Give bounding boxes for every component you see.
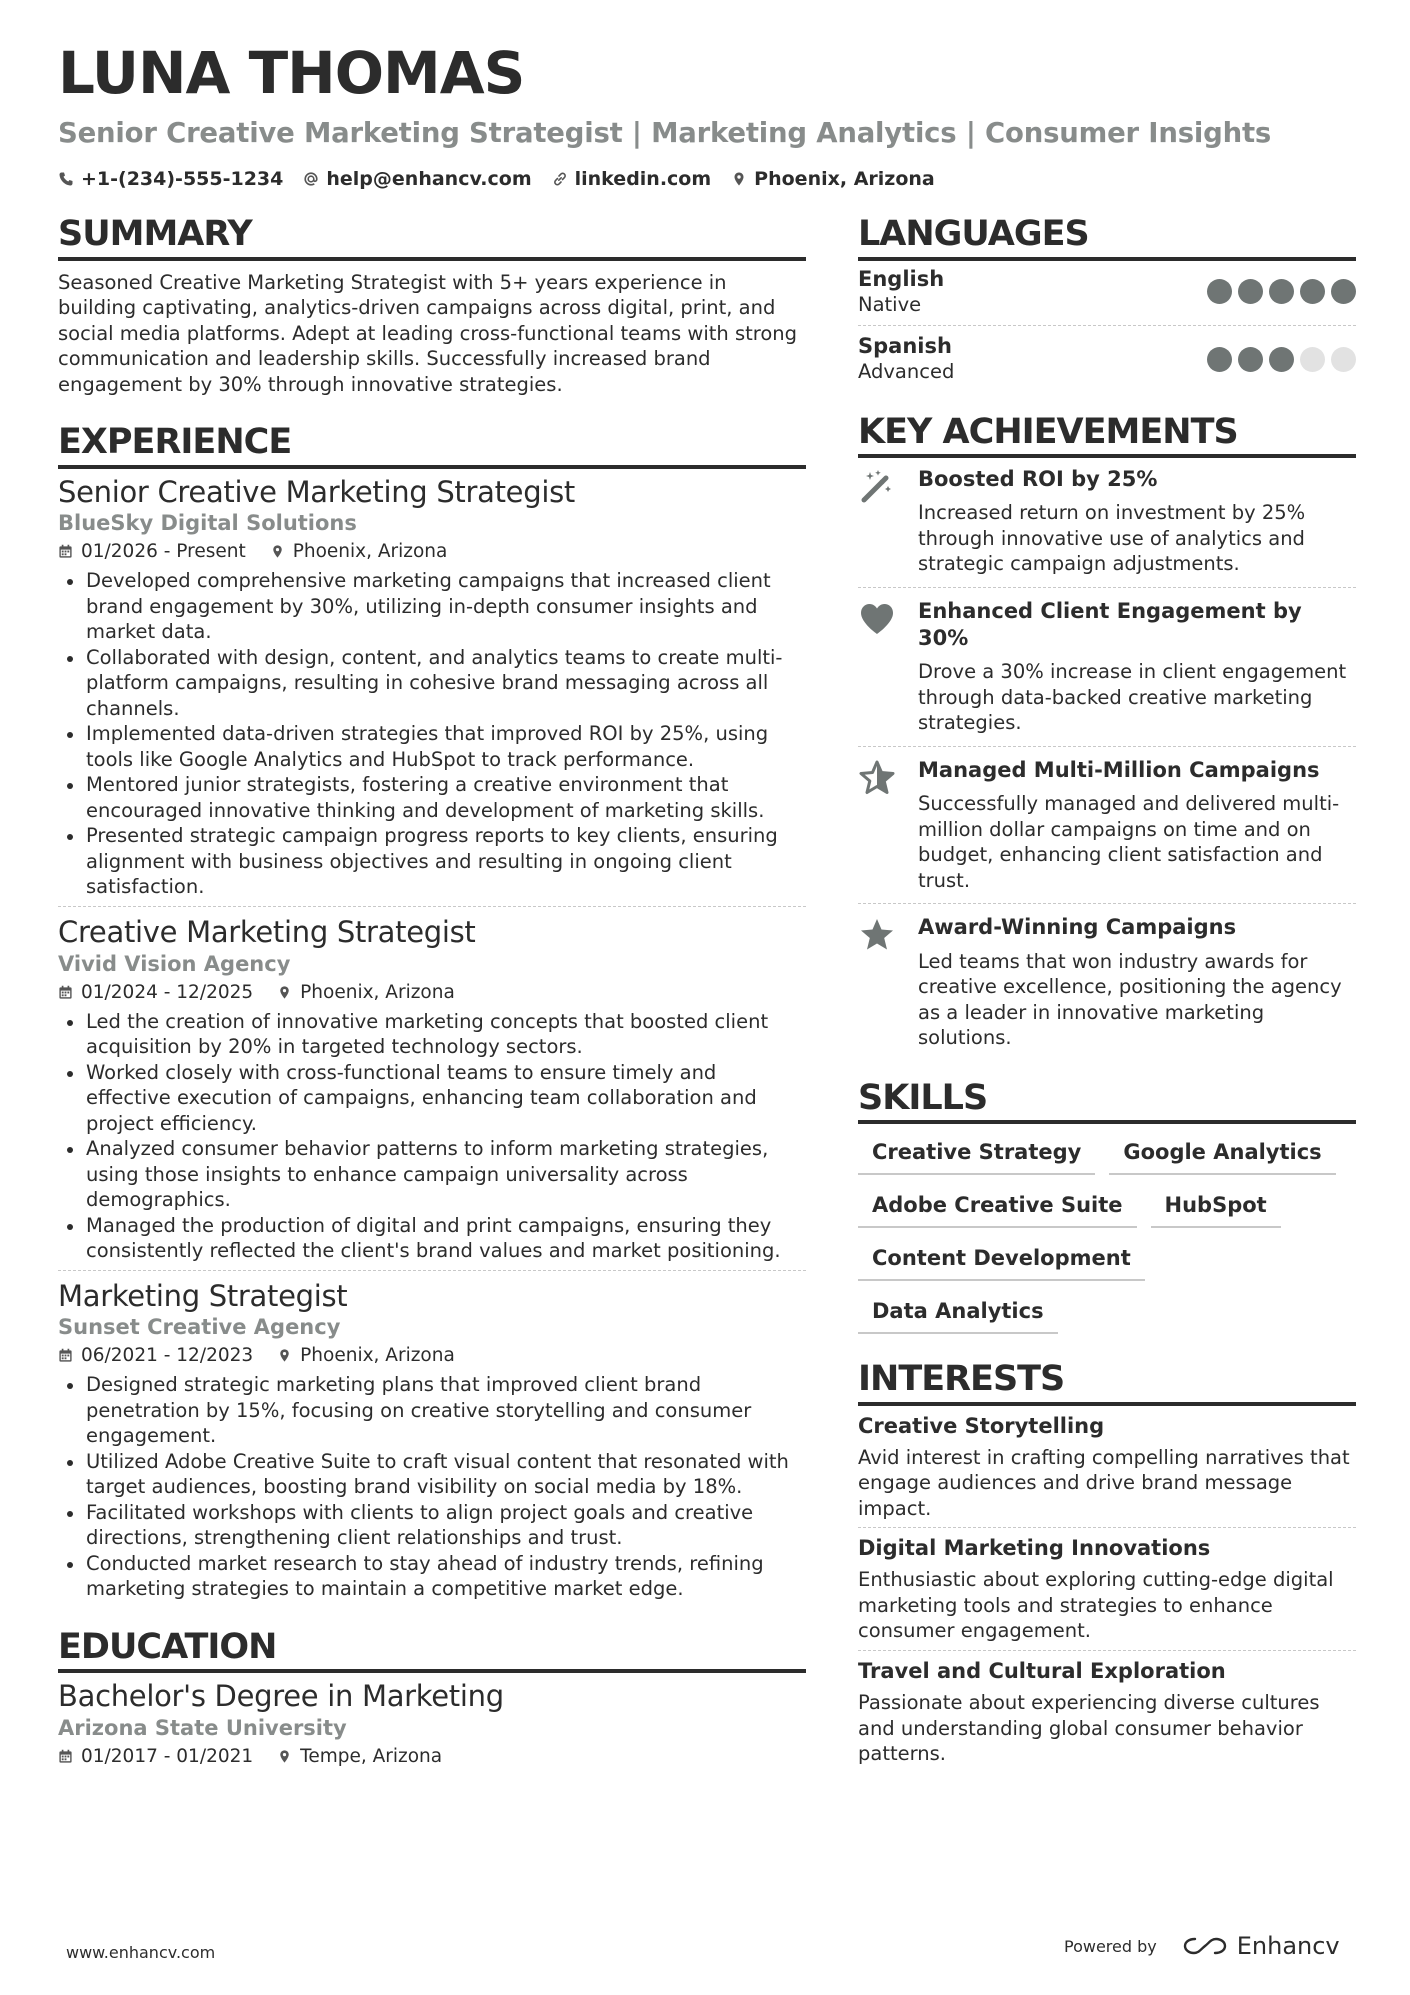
rating-dot-filled <box>1207 347 1232 372</box>
rating-dot-filled <box>1238 347 1263 372</box>
contact-linkedin[interactable] <box>552 168 712 190</box>
skill-tag: Creative Strategy <box>858 1136 1095 1175</box>
job-meta <box>58 1345 806 1366</box>
achievement-item <box>858 458 1356 587</box>
job-bullet: Managed the production of digital and print campaigns, ensuring they consistently reflected the client's brand values and market positioning. <box>58 1213 806 1264</box>
job-entry <box>58 915 806 1264</box>
summary-section <box>58 215 806 397</box>
language-rating <box>1207 347 1356 372</box>
job-bullets <box>58 1009 806 1264</box>
phone-text: +1-(234)-555-1234 <box>81 168 284 190</box>
heart-icon <box>858 600 896 638</box>
achievement-item <box>858 588 1356 746</box>
location-pin-icon <box>277 985 292 1000</box>
job-dates: 01/2026 - Present <box>81 541 246 563</box>
job-bullet: Facilitated workshops with clients to align project goals and creative directions, strengthening client relationships and trust. <box>58 1500 806 1551</box>
skill-tag: HubSpot <box>1151 1189 1281 1228</box>
contact-bar <box>58 168 935 190</box>
language-item <box>858 261 1356 326</box>
skill-tag: Google Analytics <box>1109 1136 1335 1175</box>
job-bullet: Mentored junior strategists, fostering a creative environment that encouraged innovative thinking and development of marketing skills. <box>58 772 806 823</box>
linkedin-text: linkedin.com <box>574 168 712 190</box>
calendar-icon <box>58 1749 73 1764</box>
summary-heading: SUMMARY <box>58 215 806 261</box>
interest-title: Travel and Cultural Exploration <box>858 1658 1226 1683</box>
footer-website-link[interactable]: www.enhancv.com <box>66 1943 216 1962</box>
skills-heading: SKILLS <box>858 1079 1356 1125</box>
job-entry <box>58 1279 806 1602</box>
brand-logo[interactable] <box>1181 1932 1340 1960</box>
contact-location <box>731 168 935 190</box>
language-level: Native <box>858 292 922 316</box>
job-meta <box>58 982 806 1003</box>
rating-dot-empty <box>1300 347 1325 372</box>
calendar-icon <box>58 985 73 1000</box>
achievement-desc: Drove a 30% increase in client engagement through data-backed creative marketing strategies. <box>918 660 1347 735</box>
candidate-headline: Senior Creative Marketing Strategist | Marketing Analytics | Consumer Insights <box>58 117 1272 149</box>
achievement-title: Enhanced Client Engagement by 30% <box>918 598 1302 651</box>
calendar-icon <box>58 1348 73 1363</box>
brand-name: Enhancv <box>1236 1932 1340 1960</box>
candidate-name: LUNA THOMAS <box>58 39 525 107</box>
location-pin-icon <box>270 544 285 559</box>
language-rating <box>1207 279 1356 304</box>
achievements-section <box>858 413 1356 1061</box>
rating-dot-empty <box>1331 347 1356 372</box>
interests-heading: INTERESTS <box>858 1360 1356 1406</box>
job-company: Sunset Creative Agency <box>58 1315 341 1340</box>
interest-title: Digital Marketing Innovations <box>858 1536 1211 1561</box>
divider <box>58 906 806 907</box>
contact-phone[interactable] <box>58 168 283 190</box>
language-name: Spanish <box>858 334 952 359</box>
rating-dot-filled <box>1331 279 1356 304</box>
location-text: Phoenix, Arizona <box>754 168 935 190</box>
interest-item <box>858 1406 1356 1528</box>
experience-section <box>58 423 806 1602</box>
education-dates: 01/2017 - 01/2021 <box>81 1746 254 1768</box>
achievement-desc: Increased return on investment by 25% through innovative use of analytics and strategic campaign adjustments. <box>918 501 1306 576</box>
job-bullet: Collaborated with design, content, and analytics teams to create multi-platform campaigns, resulting in cohesive brand messaging across all channels. <box>58 645 806 722</box>
education-entry <box>58 1679 806 1767</box>
job-company: Vivid Vision Agency <box>58 951 291 976</box>
achievement-title: Award-Winning Campaigns <box>918 915 1237 940</box>
summary-text: Seasoned Creative Marketing Strategist with 5+ years experience in building captivating, analytics-driven campaigns across digital, print, and social media platforms. Adept at leading cross-functional teams with strong communication and leadership skills. Successfully increased brand engagement by 30% through innovative strategies. <box>58 270 798 396</box>
job-bullet: Presented strategic campaign progress reports to key clients, ensuring alignment with business objectives and resulting in ongoing client satisfaction. <box>58 823 806 900</box>
job-location: Phoenix, Arizona <box>300 1345 455 1367</box>
job-title: Senior Creative Marketing Strategist <box>58 474 575 509</box>
rating-dot-filled <box>1238 279 1263 304</box>
calendar-icon <box>58 544 73 559</box>
interest-desc: Avid interest in crafting compelling narratives that engage audiences and drive brand message impact. <box>858 1445 1350 1520</box>
job-title: Marketing Strategist <box>58 1278 348 1313</box>
skill-tag: Data Analytics <box>858 1295 1058 1334</box>
language-level: Advanced <box>858 360 955 384</box>
location-pin-icon <box>277 1348 292 1363</box>
school-name: Arizona State University <box>58 1716 347 1741</box>
language-name: English <box>858 266 945 291</box>
rating-dot-filled <box>1269 347 1294 372</box>
location-pin-icon <box>277 1749 292 1764</box>
job-company: BlueSky Digital Solutions <box>58 511 357 536</box>
achievement-desc: Successfully managed and delivered multi-million dollar campaigns on time and on budget, enhancing client satisfaction and trust. <box>918 792 1340 892</box>
achievements-heading: KEY ACHIEVEMENTS <box>858 413 1356 459</box>
job-entry <box>58 475 806 900</box>
star-outline-icon <box>858 759 896 797</box>
link-icon <box>552 171 568 187</box>
rating-dot-filled <box>1269 279 1294 304</box>
location-pin-icon <box>731 171 747 187</box>
star-icon <box>858 916 896 954</box>
job-location: Phoenix, Arizona <box>292 541 448 563</box>
education-meta <box>58 1746 806 1767</box>
job-title: Creative Marketing Strategist <box>58 914 476 949</box>
magic-wand-icon <box>858 468 896 506</box>
job-bullet: Worked closely with cross-functional teams to ensure timely and effective execution of campaigns, enhancing team collaboration and project efficiency. <box>58 1060 806 1137</box>
languages-heading: LANGUAGES <box>858 215 1356 261</box>
degree-title: Bachelor's Degree in Marketing <box>58 1679 504 1714</box>
achievement-title: Boosted ROI by 25% <box>918 467 1158 492</box>
job-location: Phoenix, Arizona <box>300 981 455 1003</box>
rating-dot-filled <box>1207 279 1232 304</box>
rating-dot-filled <box>1300 279 1325 304</box>
powered-by-text: Powered by <box>1064 1936 1157 1956</box>
language-item <box>858 326 1356 393</box>
interest-desc: Enthusiastic about exploring cutting-edge digital marketing tools and strategies to enhance consumer engagement. <box>858 1568 1334 1643</box>
job-bullet: Developed comprehensive marketing campaigns that increased client brand engagement by 30%, utilizing in-depth consumer insights and market data. <box>58 568 806 645</box>
job-bullets <box>58 568 806 900</box>
achievement-item <box>858 747 1356 903</box>
achievement-item <box>858 904 1356 1060</box>
education-heading: EDUCATION <box>58 1628 806 1674</box>
skill-tag: Content Development <box>858 1242 1145 1281</box>
enhancv-logo-icon <box>1181 1934 1229 1958</box>
skills-list <box>858 1136 1356 1334</box>
interest-item <box>858 1651 1356 1773</box>
job-dates: 06/2021 - 12/2023 <box>81 1345 254 1367</box>
job-bullet: Implemented data-driven strategies that improved ROI by 25%, using tools like Google Analytics and HubSpot to track performance. <box>58 721 806 772</box>
skills-section <box>858 1079 1356 1335</box>
job-bullet: Designed strategic marketing plans that improved client brand penetration by 15%, focusing on creative storytelling and consumer engagement. <box>58 1372 806 1449</box>
at-icon <box>303 171 319 187</box>
languages-section <box>858 215 1356 393</box>
interests-section <box>858 1360 1356 1773</box>
job-bullet: Led the creation of innovative marketing concepts that boosted client acquisition by 20% in targeted technology sectors. <box>58 1009 806 1060</box>
footer-branding <box>1064 1932 1340 1960</box>
education-section <box>58 1628 806 1767</box>
phone-icon <box>58 171 74 187</box>
contact-email[interactable] <box>303 168 531 190</box>
interest-desc: Passionate about experiencing diverse cultures and understanding global consumer behavior patterns. <box>858 1691 1320 1766</box>
left-column <box>58 215 806 1767</box>
job-bullet: Conducted market research to stay ahead of industry trends, refining marketing strategies to maintain a competitive market edge. <box>58 1551 806 1602</box>
divider <box>58 1270 806 1271</box>
job-dates: 01/2024 - 12/2025 <box>81 981 254 1003</box>
job-bullet: Utilized Adobe Creative Suite to craft visual content that resonated with target audiences, boosting brand visibility on social media by 18%. <box>58 1449 806 1500</box>
skill-tag: Adobe Creative Suite <box>858 1189 1137 1228</box>
interest-item <box>858 1528 1356 1650</box>
job-meta <box>58 541 806 562</box>
job-bullets <box>58 1372 806 1602</box>
email-text: help@enhancv.com <box>326 168 532 190</box>
education-location: Tempe, Arizona <box>300 1746 443 1768</box>
achievement-title: Managed Multi-Million Campaigns <box>918 757 1320 782</box>
job-bullet: Analyzed consumer behavior patterns to inform marketing strategies, using those insights to enhance campaign universality across demographics. <box>58 1136 806 1213</box>
achievement-desc: Led teams that won industry awards for creative excellence, positioning the agency as a leader in innovative marketing solutions. <box>918 949 1342 1050</box>
right-column <box>858 215 1356 1773</box>
interest-title: Creative Storytelling <box>858 1413 1105 1438</box>
experience-heading: EXPERIENCE <box>58 423 806 469</box>
